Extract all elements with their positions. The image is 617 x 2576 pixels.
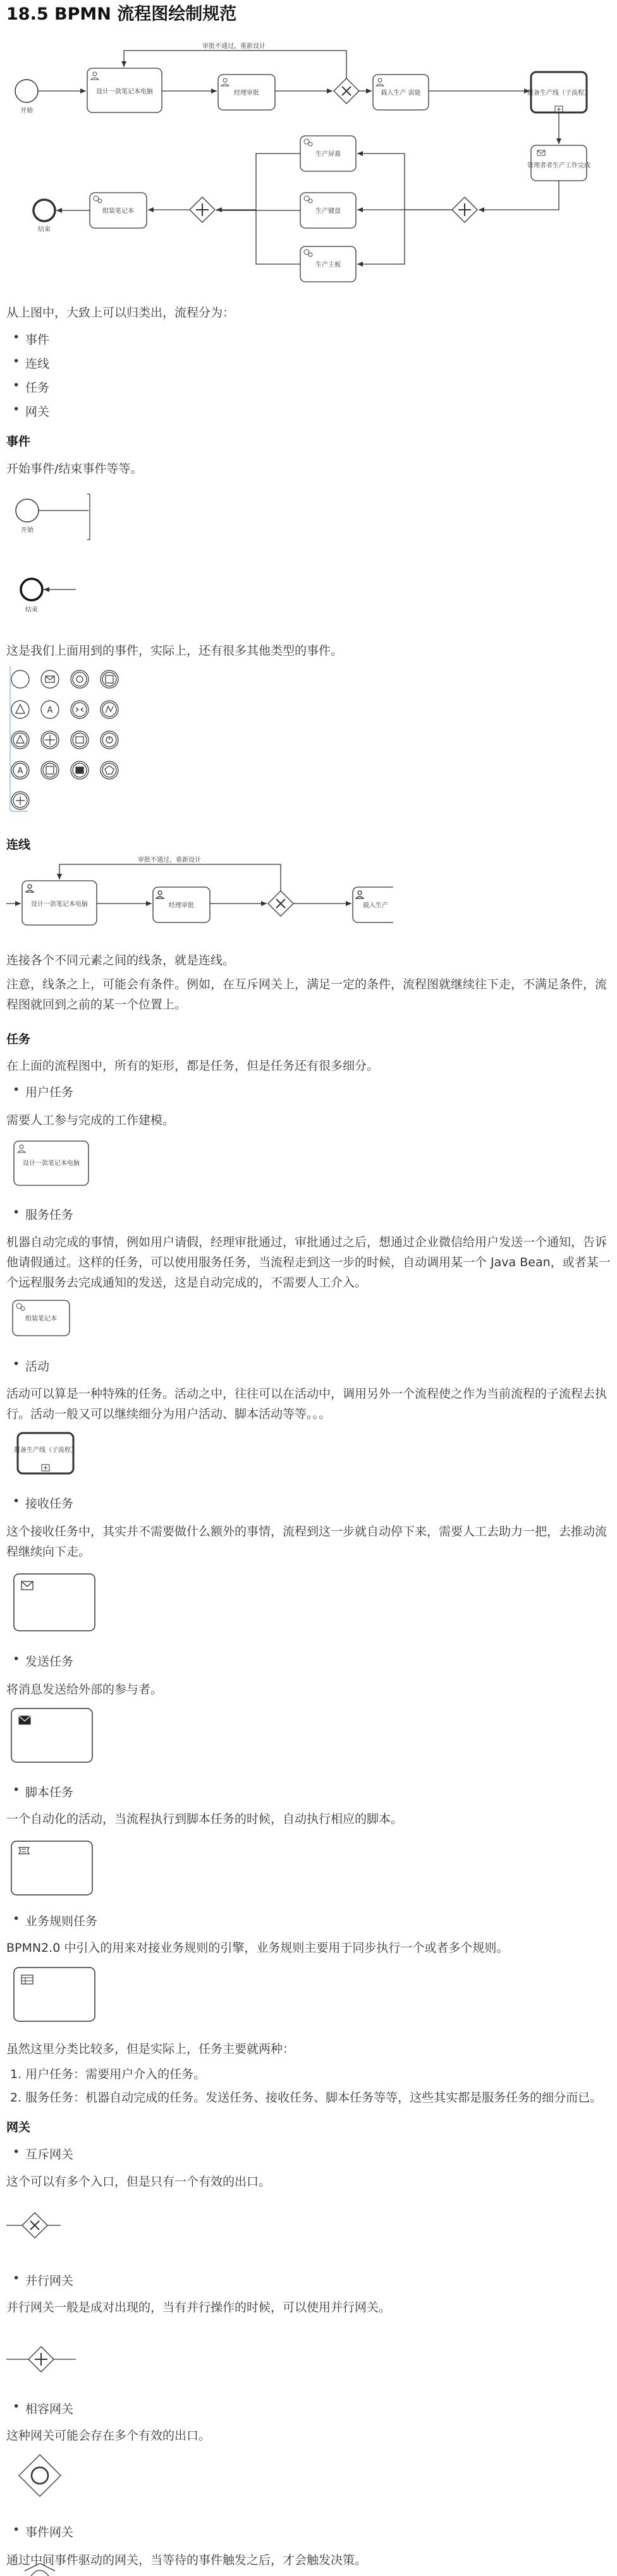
rule-task-desc: BPMN2.0 中引入的用来对接业务规则的引擎，业务规则主要用于同步执行一个或者多个规则。 — [6, 1941, 509, 1955]
event-gateway-item: • 事件网关 — [25, 2523, 73, 2540]
tasks-summary: 虽然这里分类比较多，但是实际上，任务主要就两种： — [6, 2042, 295, 2056]
user-task-item: • 用户任务 — [25, 1083, 73, 1100]
service-task-desc: 机器自动完成的事情，例如用户请假，经理审批通过，审批通过之后，想通过企业微信给用户发送一个通知，告诉他请假通过。这样的任务，可以使用服务任务，当流程走到这一步的时候，自动调用某一个 Java Bean，或者某一个远程服务去完成通知的发送，这是自动完成的，不需要人工介入。 — [6, 1235, 611, 1290]
lines-desc: 连接各个不同元素之间的线条，就是连线。 — [6, 953, 235, 967]
main-bpmn-diagram — [0, 32, 617, 291]
category-tasks: • 任务 — [25, 378, 49, 396]
svg-text:组装笔记本: 组装笔记本 — [25, 1315, 57, 1322]
start-event-figure — [6, 487, 101, 550]
inclusive-gateway-desc: 这种网关可能会存在多个有效的出口。 — [6, 2429, 211, 2443]
lines-heading: 连线 — [6, 838, 31, 852]
reject-label: 审批不通过，重新设计 — [202, 43, 266, 50]
svg-text:报备生产线（子流程）: 报备生产线（子流程） — [14, 1447, 77, 1454]
script-task-item: • 脚本任务 — [25, 1783, 73, 1800]
svg-text:设计一款笔记本电脑: 设计一款笔记本电脑 — [96, 88, 153, 95]
activity-item: • 活动 — [25, 1357, 49, 1374]
send-task-figure — [6, 1705, 101, 1768]
svg-text:载入生产: 载入生产 — [363, 902, 388, 909]
events-more: 这是我们上面用到的事件，实际上，还有很多其他类型的事件。 — [6, 644, 343, 658]
svg-text:结束: 结束 — [25, 607, 38, 614]
svg-text:经理审批: 经理审批 — [169, 902, 194, 909]
parallel-gateway-figure — [6, 2339, 76, 2379]
exclusive-gateway-item: • 互斥网关 — [25, 2145, 73, 2162]
send-task-item: • 发送任务 — [25, 1652, 73, 1669]
parallel-gateway-desc: 并行网关一般是成对出现的，当有并行操作的时候，可以使用并行网关。 — [6, 2301, 391, 2314]
exclusive-gateway-desc: 这个可以有多个入口，但是只有一个有效的出口。 — [6, 2175, 271, 2189]
task-kind-2: 2. 服务任务：机器自动完成的任务。发送任务、接收任务、脚本任务等等，这些其实都是服务任务的细分而已。 — [10, 2091, 602, 2105]
receive-task-item: • 接收任务 — [25, 1494, 73, 1511]
exclusive-gateway-figure — [6, 2205, 63, 2246]
svg-text:A: A — [17, 766, 23, 776]
send-task-desc: 将消息发送给外部的参与者。 — [6, 1683, 163, 1696]
event-types-palette — [6, 662, 120, 815]
rule-task-item: • 业务规则任务 — [25, 1912, 97, 1929]
lines-note: 注意，线条之上，可能会有条件。例如，在互斥网关上，满足一定的条件，流程图就继续往下走，不满足条件，流程图就回到之前的某一个位置上。 — [6, 977, 608, 1012]
script-task-desc: 一个自动化的活动，当流程执行到脚本任务的时候，自动执行相应的脚本。 — [6, 1812, 403, 1826]
script-task-figure — [6, 1837, 101, 1901]
page-title: 18.5 BPMN 流程图绘制规范 — [6, 4, 237, 24]
start-event — [15, 80, 38, 102]
svg-text:载入生产 需能: 载入生产 需能 — [381, 90, 421, 97]
task-kind-1: 1. 用户任务：需要用户介入的任务。 — [10, 2067, 206, 2081]
activity-desc: 活动可以算是一种特殊的任务。活动之中，往往可以在活动中，调用另外一个流程使之作为当前流程的子流程去执行。活动一般又可以继续细分为用户活动、脚本活动等等。。。 — [6, 1387, 608, 1421]
user-task-figure — [6, 1136, 95, 1189]
svg-text:设计一款笔记本电脑: 设计一款笔记本电脑 — [31, 901, 88, 908]
svg-text:开始: 开始 — [21, 527, 34, 534]
intro-text: 从上图中，大致上可以归类出，流程分为： — [6, 306, 235, 320]
service-task-figure — [6, 1295, 76, 1339]
event-gateway-desc: 通过中间事件驱动的网关，当等待的事件触发之后，才会触发决策。 — [6, 2553, 367, 2567]
user-task-desc: 需要人工参与完成的工作建模。 — [6, 1113, 175, 1127]
svg-text:A: A — [47, 706, 53, 715]
end-label: 结束 — [38, 226, 51, 233]
start-label: 开始 — [20, 107, 33, 114]
category-lines: • 连线 — [25, 354, 49, 372]
svg-text:管理者者生产工作完成: 管理者者生产工作完成 — [527, 162, 590, 169]
events-desc: 开始事件/结束事件等等。 — [6, 462, 143, 476]
svg-text:生产键盘: 生产键盘 — [315, 208, 341, 215]
tasks-desc: 在上面的流程图中，所有的矩形，都是任务，但是任务还有很多细分。 — [6, 1059, 379, 1073]
receive-task-desc: 这个接收任务中，其实并不需要做什么额外的事情，流程到这一步就自动停下来，需要人工去助力一把，去推动流程继续向下走。 — [6, 1525, 608, 1559]
gateways-heading: 网关 — [6, 2120, 31, 2134]
inclusive-gateway-item: • 相容网关 — [25, 2400, 73, 2417]
event-gateway-figure — [16, 2563, 66, 2576]
svg-text:生产主板: 生产主板 — [315, 262, 341, 269]
end-event-figure — [6, 569, 101, 619]
inclusive-gateway-figure — [6, 2448, 63, 2505]
lines-diagram — [6, 854, 393, 938]
category-events: • 事件 — [25, 330, 49, 348]
tasks-heading: 任务 — [6, 1032, 31, 1046]
events-heading: 事件 — [6, 435, 31, 449]
svg-text:经理审批: 经理审批 — [234, 90, 259, 97]
parallel-gateway-item: • 并行网关 — [25, 2271, 73, 2289]
svg-text:生产屏幕: 生产屏幕 — [315, 151, 341, 158]
svg-text:审批不通过，重新设计: 审批不通过，重新设计 — [138, 857, 201, 864]
service-task-item: • 服务任务 — [25, 1206, 73, 1223]
svg-text:设计一款笔记本电脑: 设计一款笔记本电脑 — [23, 1160, 80, 1167]
rule-task-figure — [6, 1964, 101, 2027]
category-gateways: • 网关 — [25, 402, 49, 420]
end-event — [34, 200, 55, 221]
receive-task-figure — [6, 1570, 101, 1640]
svg-text:组装笔记本: 组装笔记本 — [102, 208, 134, 215]
activity-figure — [6, 1428, 82, 1478]
svg-text:报备生产线（子流程）: 报备生产线（子流程） — [527, 90, 590, 97]
